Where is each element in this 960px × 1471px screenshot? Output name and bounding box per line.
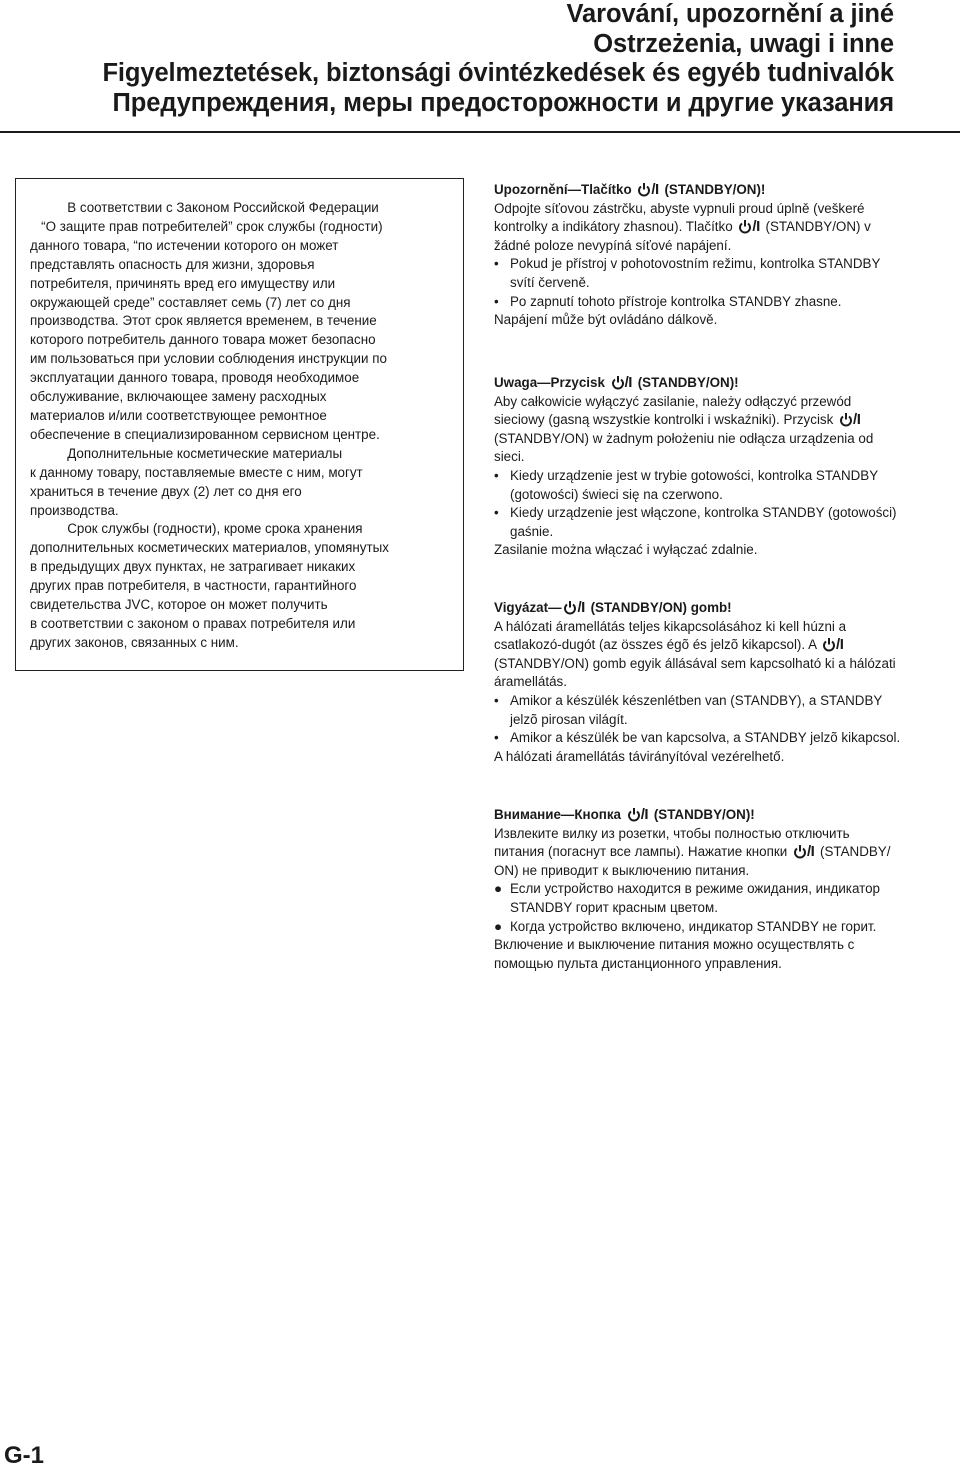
notice-line: производства. Этот срок является временем, в течение <box>30 313 377 329</box>
warning-hungarian <box>494 599 960 766</box>
warning-text: Napájení může být ovládáno dálkově. <box>494 312 718 328</box>
warning-text: áramellátás. <box>494 674 567 690</box>
bullet-item: • Amikor a készülék készenlétben van (STANDBY), a STANDBY jelzõ pirosan világít. <box>494 692 960 729</box>
notice-line: “О защите прав потребителей” срок службы (годности) <box>30 218 383 234</box>
warning-text: питания (погаснут все лампы). Нажатие кнопки /I (STANDBY/ <box>494 843 891 861</box>
warning-heading: Upozornění—Tlačítko /I (STANDBY/ON)! <box>494 181 766 198</box>
bullet-dot: • <box>494 505 499 521</box>
warning-text: Aby całkowicie wyłączyć zasilanie, należy odłączyć przewód <box>494 393 852 409</box>
notice-line: свидетельства JVC, которое он может получить <box>30 597 328 613</box>
notice-line: обеспечение в специализированном сервисном центре. <box>30 426 380 442</box>
warning-text: sieci. <box>494 449 525 465</box>
title-czech: Varování, upozornění a jiné <box>566 0 894 28</box>
warning-text: ON) не приводит к выключению питания. <box>494 862 750 878</box>
notice-line: производства. <box>30 502 119 518</box>
power-standby-icon: /I <box>563 599 584 618</box>
power-standby-icon: /I <box>611 374 632 393</box>
bullet-dot: • <box>494 256 499 272</box>
notice-line: в предыдущих двух пунктах, не затрагивает никаких <box>30 559 356 575</box>
warning-text: Zasilanie można włączać i wyłączać zdalnie. <box>494 542 758 558</box>
warning-text: kontrolky a indikátory zhasnou). Tlačítko /I (STANDBY/ON) v <box>494 218 871 236</box>
bullet-item: ● Когда устройство включено, индикатор STANDBY не горит. <box>494 918 960 937</box>
bullet-item: • Kiedy urządzenie jest w trybie gotowości, kontrolka STANDBY (gotowości) świeci się na czerwono. <box>494 467 960 504</box>
bullet-dot: • <box>494 730 499 746</box>
warning-text: Включение и выключение питания можно осуществлять с <box>494 937 855 953</box>
warning-text: Odpojte síťovou zástrčku, abyste vypnuli proud úplně (veškeré <box>494 200 865 216</box>
warning-text: A hálózati áramellátás teljes kikapcsolásához ki kell húzni a <box>494 618 847 634</box>
notice-line: к данному товару, поставляемые вместе с ним, могут <box>30 464 363 480</box>
bullet-dot: • <box>494 467 499 483</box>
warning-polish <box>494 374 960 560</box>
notice-line: эксплуатации данного товара, проводя необходимое <box>30 370 360 386</box>
notice-line: других законов, связанных с ним. <box>30 634 239 650</box>
warning-czech <box>494 181 960 330</box>
bullet-item: • Po zapnutí tohoto přístroje kontrolka STANDBY zhasne. <box>494 293 960 312</box>
warning-text: sieciowy (gasną wszystkie kontrolki i wskaźniki). Przycisk /I <box>494 411 861 429</box>
title-polish: Ostrzeżenia, uwagi i inne <box>593 29 894 58</box>
warning-text: Извлеките вилку из розетки, чтобы полностью отключить <box>494 825 850 841</box>
warning-text: žádné poloze nevypíná síťové napájení. <box>494 237 732 253</box>
notice-line: окружающей среде” составляет семь (7) лет со дня <box>30 294 351 310</box>
notice-line: материалов и/или соответствующее ремонтное <box>30 407 327 423</box>
notice-line: им пользоваться при условии соблюдения инструкции по <box>30 351 387 367</box>
warning-heading: Vigyázat— /I (STANDBY/ON) gomb! <box>494 599 732 616</box>
power-standby-icon: /I <box>839 411 860 430</box>
power-standby-icon: /I <box>627 806 648 825</box>
page-number: G-1 <box>4 1442 45 1469</box>
warning-russian <box>494 806 960 973</box>
bullet-dot: ● <box>494 918 503 934</box>
bullet-dot: • <box>494 293 499 309</box>
bullet-dot: • <box>494 692 499 708</box>
title-russian: Предупреждения, меры предосторожности и другие указания <box>112 88 894 117</box>
bullet-item: • Pokud je přístroj v pohotovostním režimu, kontrolka STANDBY svítí červeně. <box>494 255 960 292</box>
bullet-item: • Kiedy urządzenie jest włączone, kontrolka STANDBY (gotowości) gaśnie. <box>494 504 960 541</box>
bullet-item: ● Если устройство находится в режиме ожидания, индикатор STANDBY горит красным цветом. <box>494 880 960 917</box>
bullet-item: • Amikor a készülék be van kapcsolva, a STANDBY jelzõ kikapcsol. <box>494 729 960 748</box>
title-hungarian: Figyelmeztetések, biztonsági óvintézkedések és egyéb tudnivalók <box>102 59 894 87</box>
warning-text: помощью пульта дистанционного управления. <box>494 955 782 971</box>
warning-text: csatlakozó-dugót (az összes égõ és jelzõ kikapcsol). A /I <box>494 636 844 654</box>
notice-line: других прав потребителя, в частности, гарантийного <box>30 578 357 594</box>
notice-line: данного товара, “по истечении которого он может <box>30 237 339 253</box>
page-titles <box>34 0 894 118</box>
bullet-dot: ● <box>494 881 503 897</box>
notice-line: Дополнительные косметические материалы <box>30 445 343 461</box>
power-standby-icon: /I <box>637 181 658 200</box>
notice-line: В соответствии с Законом Российской Федерации <box>30 200 379 215</box>
warning-heading: Uwaga—Przycisk /I (STANDBY/ON)! <box>494 374 739 391</box>
russian-notice-box <box>15 178 464 671</box>
notice-line: представлять опасность для жизни, здоровья <box>30 256 315 272</box>
notice-line: Срок службы (годности), кроме срока хранения <box>30 521 363 537</box>
warning-text: (STANDBY/ON) gomb egyik állásával sem kapcsolható ki a hálózati <box>494 655 896 671</box>
warning-text: A hálózati áramellátás távirányítóval vezérelhető. <box>494 748 785 764</box>
warning-heading: Внимание—Кнопка /I (STANDBY/ON)! <box>494 806 755 823</box>
notice-line: дополнительных косметических материалов, упомянутых <box>30 540 389 556</box>
notice-line: которого потребитель данного товара может безопасно <box>30 332 376 348</box>
notice-line: в соответствии с законом о правах потребителя или <box>30 615 356 631</box>
notice-line: храниться в течение двух (2) лет со дня его <box>30 483 302 499</box>
power-standby-icon: /I <box>738 218 759 237</box>
title-divider <box>0 131 960 133</box>
power-standby-icon: /I <box>822 636 843 655</box>
notice-line: обслуживание, включающее замену расходных <box>30 389 327 405</box>
warning-text: (STANDBY/ON) w żadnym położeniu nie odłącza urządzenia od <box>494 430 874 446</box>
notice-line: потребителя, причинять вред его имуществу или <box>30 275 336 291</box>
power-standby-icon: /I <box>793 843 814 862</box>
